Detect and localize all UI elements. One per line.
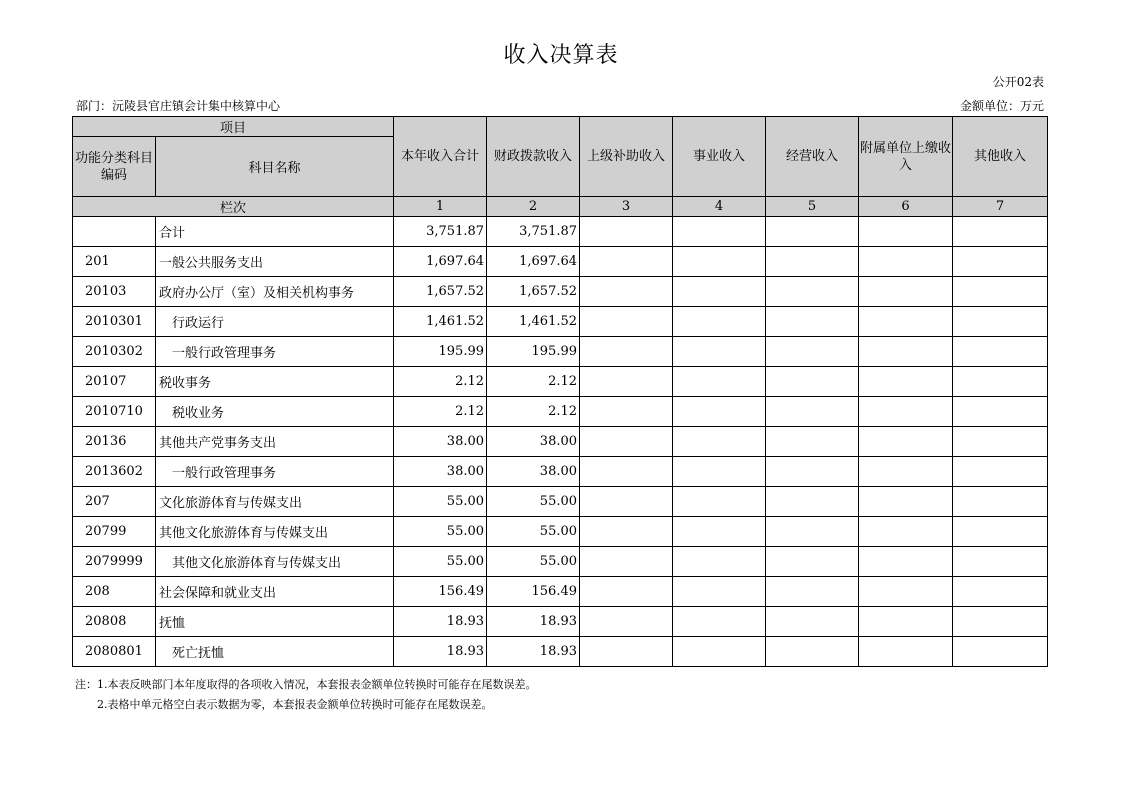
- index-number: 2: [487, 197, 580, 217]
- table-row: [73, 397, 1048, 427]
- table-row: [73, 307, 1048, 337]
- empty-cell: [859, 487, 953, 517]
- func-code-cell: 2010302: [73, 337, 156, 367]
- index-number: 4: [673, 197, 766, 217]
- subject-name-header: 科目名称: [156, 137, 394, 197]
- empty-cell: [859, 457, 953, 487]
- table-row: [73, 247, 1048, 277]
- empty-cell: [673, 367, 766, 397]
- subject-name-cell: 其他共产党事务支出: [156, 427, 394, 457]
- total-income-cell: 18.93: [394, 607, 487, 637]
- project-header: 项目: [73, 117, 394, 137]
- empty-cell: [580, 457, 673, 487]
- subject-name-cell: 社会保障和就业支出: [156, 577, 394, 607]
- total-income-cell: 55.00: [394, 547, 487, 577]
- empty-cell: [953, 367, 1048, 397]
- total-income-cell: 18.93: [394, 637, 487, 667]
- func-code-cell: 2080801: [73, 637, 156, 667]
- empty-cell: [953, 337, 1048, 367]
- empty-cell: [580, 367, 673, 397]
- amount-unit-label: 金额单位：万元: [959, 99, 1044, 113]
- col-header-fiscal: 财政拨款收入: [487, 117, 580, 197]
- empty-cell: [953, 277, 1048, 307]
- empty-cell: [766, 487, 859, 517]
- empty-cell: [953, 427, 1048, 457]
- total-income-cell: 195.99: [394, 337, 487, 367]
- empty-cell: [859, 367, 953, 397]
- empty-cell: [673, 517, 766, 547]
- table-row: [73, 217, 1048, 247]
- empty-cell: [766, 427, 859, 457]
- empty-cell: [953, 487, 1048, 517]
- table-row: [73, 457, 1048, 487]
- total-income-cell: 1,697.64: [394, 247, 487, 277]
- fiscal-income-cell: 55.00: [487, 487, 580, 517]
- func-code-header: 功能分类科目编码: [73, 137, 156, 197]
- page-title: 收入决算表: [503, 43, 619, 68]
- fiscal-income-cell: 156.49: [487, 577, 580, 607]
- total-income-cell: 55.00: [394, 517, 487, 547]
- func-code-cell: 20103: [73, 277, 156, 307]
- func-code-cell: 20808: [73, 607, 156, 637]
- empty-cell: [953, 577, 1048, 607]
- empty-cell: [953, 307, 1048, 337]
- col-header-affiliated: 附属单位上缴收入: [859, 117, 953, 197]
- table-row: [73, 487, 1048, 517]
- subject-name-cell: 一般行政管理事务: [156, 457, 394, 487]
- empty-cell: [766, 307, 859, 337]
- total-income-cell: 1,461.52: [394, 307, 487, 337]
- col-header-superior: 上级补助收入: [580, 117, 673, 197]
- empty-cell: [673, 337, 766, 367]
- empty-cell: [673, 457, 766, 487]
- fiscal-income-cell: 1,461.52: [487, 307, 580, 337]
- empty-cell: [580, 517, 673, 547]
- col-header-total: 本年收入合计: [394, 117, 487, 197]
- total-income-cell: 38.00: [394, 427, 487, 457]
- table-row: [73, 367, 1048, 397]
- income-table: [72, 116, 1048, 667]
- func-code-cell: 20107: [73, 367, 156, 397]
- table-row: [73, 427, 1048, 457]
- empty-cell: [673, 607, 766, 637]
- fiscal-income-cell: 55.00: [487, 517, 580, 547]
- empty-cell: [766, 367, 859, 397]
- total-income-cell: 2.12: [394, 367, 487, 397]
- func-code-cell: 20799: [73, 517, 156, 547]
- func-code-cell: 201: [73, 247, 156, 277]
- func-code-cell: [73, 217, 156, 247]
- subject-name-cell: 其他文化旅游体育与传媒支出: [156, 547, 394, 577]
- index-number: 3: [580, 197, 673, 217]
- empty-cell: [859, 637, 953, 667]
- total-income-cell: 2.12: [394, 397, 487, 427]
- empty-cell: [766, 577, 859, 607]
- col-header-operating: 经营收入: [766, 117, 859, 197]
- total-income-cell: 1,657.52: [394, 277, 487, 307]
- total-income-cell: 38.00: [394, 457, 487, 487]
- empty-cell: [673, 427, 766, 457]
- empty-cell: [673, 577, 766, 607]
- empty-cell: [953, 547, 1048, 577]
- subject-name-cell: 一般行政管理事务: [156, 337, 394, 367]
- subject-name-cell: 税收业务: [156, 397, 394, 427]
- fiscal-income-cell: 195.99: [487, 337, 580, 367]
- fiscal-income-cell: 18.93: [487, 637, 580, 667]
- func-code-cell: 20136: [73, 427, 156, 457]
- empty-cell: [953, 247, 1048, 277]
- note-2: 2.表格中单元格空白表示数据为零，本套报表金额单位转换时可能存在尾数误差。: [97, 698, 493, 711]
- subject-name-cell: 一般公共服务支出: [156, 247, 394, 277]
- empty-cell: [673, 397, 766, 427]
- func-code-cell: 2079999: [73, 547, 156, 577]
- empty-cell: [859, 427, 953, 457]
- empty-cell: [766, 397, 859, 427]
- empty-cell: [953, 637, 1048, 667]
- empty-cell: [766, 277, 859, 307]
- empty-cell: [580, 637, 673, 667]
- subject-name-cell: 其他文化旅游体育与传媒支出: [156, 517, 394, 547]
- empty-cell: [859, 337, 953, 367]
- index-number: 5: [766, 197, 859, 217]
- subject-name-cell: 税收事务: [156, 367, 394, 397]
- empty-cell: [580, 607, 673, 637]
- table-row: [73, 517, 1048, 547]
- empty-cell: [859, 397, 953, 427]
- empty-cell: [673, 487, 766, 517]
- empty-cell: [766, 337, 859, 367]
- func-code-cell: 208: [73, 577, 156, 607]
- index-label: 栏次: [73, 197, 394, 217]
- subject-name-cell: 合计: [156, 217, 394, 247]
- empty-cell: [953, 217, 1048, 247]
- fiscal-income-cell: 18.93: [487, 607, 580, 637]
- fiscal-income-cell: 55.00: [487, 547, 580, 577]
- subject-name-cell: 抚恤: [156, 607, 394, 637]
- table-row: [73, 547, 1048, 577]
- func-code-cell: 207: [73, 487, 156, 517]
- total-income-cell: 3,751.87: [394, 217, 487, 247]
- table-row: [73, 637, 1048, 667]
- total-income-cell: 156.49: [394, 577, 487, 607]
- func-code-cell: 2010710: [73, 397, 156, 427]
- empty-cell: [953, 607, 1048, 637]
- empty-cell: [766, 457, 859, 487]
- empty-cell: [766, 517, 859, 547]
- fiscal-income-cell: 2.12: [487, 397, 580, 427]
- col-header-business: 事业收入: [673, 117, 766, 197]
- empty-cell: [766, 247, 859, 277]
- empty-cell: [673, 547, 766, 577]
- table-row: [73, 607, 1048, 637]
- subject-name-cell: 文化旅游体育与传媒支出: [156, 487, 394, 517]
- empty-cell: [673, 637, 766, 667]
- form-code: 公开02表: [992, 75, 1044, 89]
- subject-name-cell: 政府办公厅（室）及相关机构事务: [156, 277, 394, 307]
- empty-cell: [859, 307, 953, 337]
- empty-cell: [859, 517, 953, 547]
- empty-cell: [580, 247, 673, 277]
- table-row: [73, 277, 1048, 307]
- table-row: [73, 337, 1048, 367]
- fiscal-income-cell: 3,751.87: [487, 217, 580, 247]
- empty-cell: [580, 277, 673, 307]
- empty-cell: [859, 247, 953, 277]
- empty-cell: [766, 637, 859, 667]
- empty-cell: [673, 217, 766, 247]
- empty-cell: [859, 547, 953, 577]
- empty-cell: [580, 307, 673, 337]
- empty-cell: [673, 307, 766, 337]
- fiscal-income-cell: 38.00: [487, 427, 580, 457]
- empty-cell: [766, 607, 859, 637]
- col-header-other: 其他收入: [953, 117, 1048, 197]
- table-row: [73, 577, 1048, 607]
- empty-cell: [859, 607, 953, 637]
- total-income-cell: 55.00: [394, 487, 487, 517]
- subject-name-cell: 死亡抚恤: [156, 637, 394, 667]
- empty-cell: [953, 457, 1048, 487]
- fiscal-income-cell: 2.12: [487, 367, 580, 397]
- empty-cell: [953, 397, 1048, 427]
- empty-cell: [766, 217, 859, 247]
- empty-cell: [859, 277, 953, 307]
- empty-cell: [580, 337, 673, 367]
- func-code-cell: 2010301: [73, 307, 156, 337]
- empty-cell: [580, 427, 673, 457]
- empty-cell: [580, 397, 673, 427]
- empty-cell: [673, 277, 766, 307]
- empty-cell: [580, 577, 673, 607]
- empty-cell: [580, 217, 673, 247]
- empty-cell: [580, 487, 673, 517]
- empty-cell: [580, 547, 673, 577]
- empty-cell: [953, 517, 1048, 547]
- fiscal-income-cell: 1,657.52: [487, 277, 580, 307]
- subject-name-cell: 行政运行: [156, 307, 394, 337]
- fiscal-income-cell: 1,697.64: [487, 247, 580, 277]
- empty-cell: [673, 247, 766, 277]
- func-code-cell: 2013602: [73, 457, 156, 487]
- index-number: 6: [859, 197, 953, 217]
- index-number: 1: [394, 197, 487, 217]
- department-label: 部门：沅陵县官庄镇会计集中核算中心: [76, 99, 281, 113]
- index-number: 7: [953, 197, 1048, 217]
- empty-cell: [766, 547, 859, 577]
- empty-cell: [859, 577, 953, 607]
- fiscal-income-cell: 38.00: [487, 457, 580, 487]
- notes: [75, 675, 537, 715]
- note-1: 注：1.本表反映部门本年度取得的各项收入情况，本套报表金额单位转换时可能存在尾数误差。: [75, 678, 537, 691]
- empty-cell: [859, 217, 953, 247]
